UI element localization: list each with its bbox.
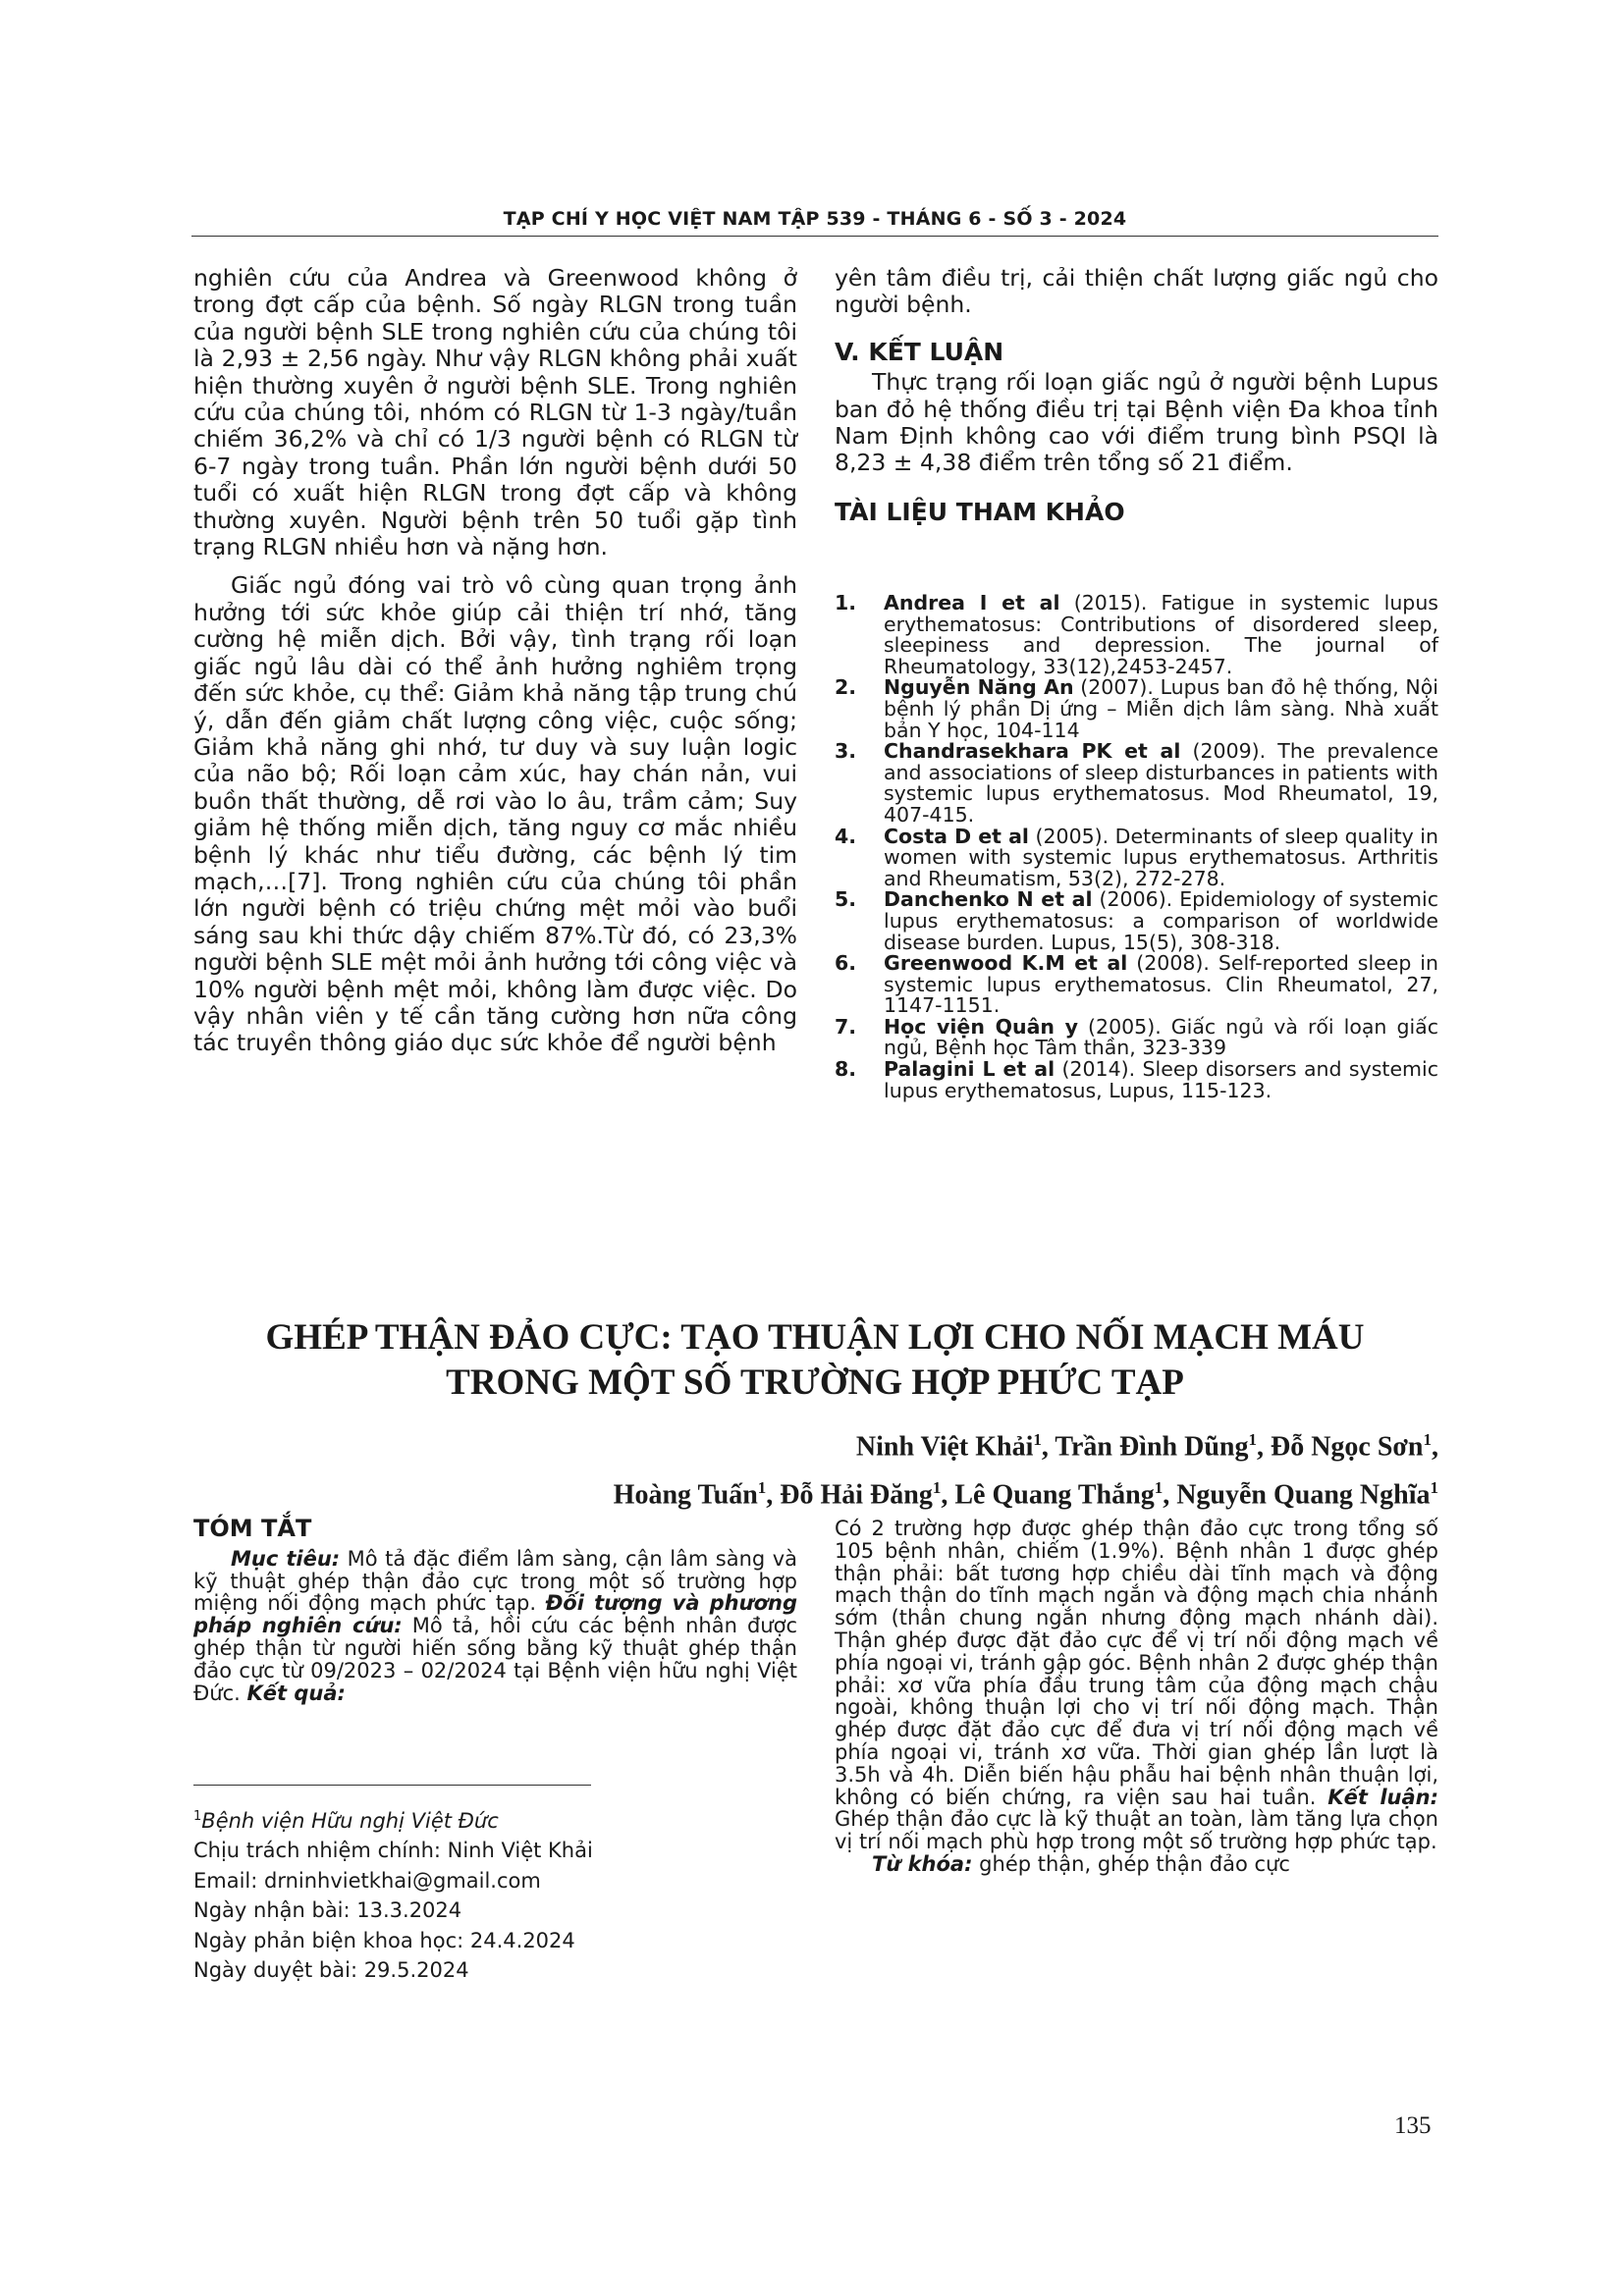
- author-name: Nguyễn Quang Nghĩa: [1176, 1479, 1431, 1511]
- author-separator: ,: [1041, 1431, 1056, 1463]
- left-paragraph-1: nghiên cứu của Andrea và Greenwood không ở trong đợt cấp của bệnh. Số ngày RLGN trong tuần của người bệnh SLE trong nghiên cứu của chúng tôi là 2,93 ± 2,56 ngày. Như vậy RLGN không phải xuất hiện thường xuyên ở người bệnh SLE. Trong nghiên cứu của chúng tôi, nhóm có RLGN từ 1-3 ngày/tuần chiếm 36,2% và chỉ có 1/3 người bệnh có RLGN từ 6-7 ngày trong tuần. Phần lớn người bệnh dưới 50 tuổi có xuất hiện RLGN trong đợt cấp và không thường xuyên. Người bệnh trên 50 tuổi gặp tình trạng RLGN nhiều hơn và nặng hơn.: [193, 264, 797, 561]
- reference-number: 5.: [835, 887, 857, 912]
- reference-item: [835, 677, 1438, 741]
- continuation-paragraph: yên tâm điều trị, cải thiện chất lượng giấc ngủ cho người bệnh.: [835, 264, 1438, 319]
- conclusion-heading: V. KẾT LUẬN: [835, 337, 1004, 366]
- author-name: Đỗ Ngọc Sơn: [1270, 1431, 1424, 1463]
- article-title-line-2: TRONG MỘT SỐ TRƯỜNG HỢP PHỨC TẠP: [446, 1362, 1184, 1403]
- author-affiliation: 1: [1430, 1478, 1438, 1498]
- reference-details: (2007). Lupus ban đỏ hệ thống, Nội bệnh lý phần Dị ứng – Miễn dịch lâm sàng. Nhà xuất bản Y học, 104-114: [884, 675, 1439, 742]
- reference-item: [835, 953, 1438, 1017]
- reference-number: 8.: [835, 1057, 857, 1082]
- reference-item: [835, 1059, 1438, 1101]
- reference-details: (2008). Self-reported sleep in systemic lupus erythematosus. Clin Rheumatol, 27, 1147-1151.: [884, 951, 1438, 1018]
- results-label: Kết quả:: [246, 1681, 346, 1705]
- keywords-paragraph: [835, 1853, 1438, 1876]
- page-number: 135: [1394, 2112, 1432, 2139]
- reference-details: (2014). Sleep disorsers and systemic lupus erythematosus, Lupus, 115-123.: [884, 1057, 1438, 1102]
- left-column: [193, 265, 797, 1057]
- reference-author: Costa D et al: [884, 824, 1029, 848]
- reference-number: 6.: [835, 951, 857, 976]
- reference-details: (2015). Fatigue in systemic lupus erythematosus: Contributions of disordered sleep, sleepiness and depression. The journal of Rheumatology, 33(12),2453-2457.: [884, 591, 1438, 678]
- references-list: [835, 593, 1438, 1101]
- author-name: Lê Quang Thắng: [954, 1479, 1155, 1511]
- reference-author: Andrea I et al: [884, 591, 1060, 614]
- author-name: Hoàng Tuấn: [613, 1479, 758, 1511]
- objective-text: Mô tả đặc điểm lâm sàng, cận lâm sàng và kỹ thuật ghép thận đảo cực trong một số trường hợp miệng nối động mạch phức tạp.: [193, 1546, 797, 1616]
- footnote-reviewed: Ngày phản biện khoa học: 24.4.2024: [193, 1928, 575, 1952]
- author-separator: ,: [1432, 1431, 1438, 1463]
- author-line-2: [358, 1468, 1438, 1516]
- keywords-label: Từ khóa:: [872, 1851, 973, 1876]
- author-affiliation: 1: [1248, 1430, 1257, 1449]
- conclusion-paragraph: Thực trạng rối loạn giấc ngủ ở người bệnh Lupus ban đỏ hệ thống điều trị tại Bệnh viện Đa khoa tỉnh Nam Định không cao với điểm trung bình PSQI là 8,23 ± 4,38 điểm trên tổng số 21 điểm.: [835, 368, 1438, 477]
- author-affiliation: 1: [1033, 1430, 1042, 1449]
- author-separator: ,: [1256, 1431, 1271, 1463]
- reference-author: Danchenko N et al: [884, 887, 1093, 912]
- author-affiliation: 1: [1423, 1430, 1432, 1449]
- author-affiliation: 1: [1154, 1478, 1164, 1498]
- author-line-1: [358, 1419, 1438, 1468]
- author-name: Trần Đình Dũng: [1055, 1431, 1249, 1463]
- author-separator: ,: [1163, 1479, 1177, 1511]
- reference-author: Greenwood K.M et al: [884, 951, 1128, 976]
- author-name: Ninh Việt Khải: [855, 1431, 1034, 1463]
- reference-number: 3.: [835, 739, 857, 764]
- footnote: [193, 1802, 797, 1985]
- author-separator: ,: [766, 1479, 781, 1511]
- abstract-heading: TÓM TẮT: [193, 1515, 312, 1542]
- footnote-affiliation-name: Bệnh viện Hữu nghị Việt Đức: [201, 1809, 499, 1833]
- reference-item: [835, 593, 1438, 677]
- methods-label: Đối tượng và phương pháp nghiên cứu:: [193, 1591, 797, 1638]
- reference-number: 1.: [835, 591, 857, 614]
- header-divider: [191, 236, 1438, 237]
- abstract-right-column: [835, 1518, 1438, 1876]
- reference-author: Chandrasekhara PK et al: [884, 739, 1181, 764]
- left-paragraph-2: Giấc ngủ đóng vai trò vô cùng quan trọng ảnh hưởng tới sức khỏe giúp cải thiện trí nhớ, tăng cường hệ miễn dịch. Bởi vậy, tình trạng rối loạn giấc ngủ lâu dài có thể ảnh hưởng nghiêm trọng đến sức khỏe, cụ thể: Giảm khả năng tập trung chú ý, dẫn đến giảm chất lượng công việc, cuộc sống; Giảm khả năng ghi nhớ, tư duy và suy luận logic của não bộ; Rối loạn cảm xúc, hay chán nản, vui buồn thất thường, dễ rơi vào lo âu, trầm cảm; Suy giảm hệ thống miễn dịch, tăng nguy cơ mắc nhiều bệnh lý khác như tiểu đường, các bệnh lý tim mạch,…[7]. Trong nghiên cứu của chúng tôi phần lớn người bệnh có triệu chứng mệt mỏi vào buổi sáng sau khi thức dậy chiếm 87%.Từ đó, có 23,3% người bệnh SLE mệt mỏi ảnh hưởng tới công việc và 10% người bệnh mệt mỏi, không làm được việc. Do vậy nhân viên y tế cần tăng cường hơn nữa công tác truyền thông giáo dục sức khỏe để người bệnh: [193, 571, 797, 1057]
- reference-number: 2.: [835, 675, 857, 700]
- abstract-paragraph: [193, 1548, 797, 1705]
- reference-details: (2009). The prevalence and associations of sleep disturbances in patients with systemic lupus erythematosus. Mod Rheumatol, 19, 407-415.: [884, 739, 1438, 827]
- footnote-accepted: Ngày duyệt bài: 29.5.2024: [193, 1958, 469, 1983]
- footnote-received: Ngày nhận bài: 13.3.2024: [193, 1898, 462, 1923]
- reference-number: 4.: [835, 824, 857, 848]
- footnote-affiliation-number: 1: [193, 1809, 202, 1824]
- footnote-divider: [193, 1785, 591, 1786]
- methods-text: Mô tả, hồi cứu các bệnh nhân được ghép thận từ người hiến sống bằng kỹ thuật ghép thận đảo cực từ 09/2023 – 02/2024 tại Bệnh viện hữu nghị Việt Đức.: [193, 1614, 797, 1705]
- reference-number: 7.: [835, 1014, 857, 1039]
- reference-details: (2005). Determinants of sleep quality in women with systemic lupus erythematosus. Arthritis and Rheumatism, 53(2), 272-278.: [884, 824, 1438, 890]
- reference-author: Palagini L et al: [884, 1057, 1056, 1082]
- conclusion-label: Kết luận:: [1327, 1785, 1438, 1809]
- abstract-conclusion-text: Ghép thận đảo cực là kỹ thuật an toàn, làm tăng lựa chọn vị trí nối mạch phù hợp trong một số trường hợp phức tạp.: [835, 1807, 1438, 1854]
- reference-author: Nguyễn Năng An: [884, 675, 1074, 700]
- right-column: [835, 265, 1438, 525]
- footnote-responsible: Chịu trách nhiệm chính: Ninh Việt Khải: [193, 1839, 593, 1863]
- reference-item: [835, 741, 1438, 826]
- author-separator: ,: [941, 1479, 955, 1511]
- keywords-text: ghép thận, ghép thận đảo cực: [972, 1851, 1290, 1876]
- objective-label: Mục tiêu:: [231, 1546, 341, 1571]
- reference-item: [835, 1014, 1438, 1060]
- article-title: [191, 1315, 1438, 1406]
- footnote-email: Email: drninhvietkhai@gmail.com: [193, 1868, 541, 1893]
- author-affiliation: 1: [932, 1478, 942, 1498]
- results-paragraph: [835, 1518, 1438, 1853]
- footnote-affiliation: [193, 1802, 797, 1836]
- author-name: Đỗ Hải Đăng: [780, 1479, 933, 1511]
- reference-details: (2006). Epidemiology of systemic lupus erythematosus: a comparison of worldwide disease burden. Lupus, 15(5), 308-318.: [884, 887, 1438, 954]
- author-affiliation: 1: [757, 1478, 767, 1498]
- reference-details: (2005). Giấc ngủ và rối loạn giấc ngủ, Bệnh học Tâm thần, 323-339: [884, 1014, 1438, 1060]
- reference-item: [835, 824, 1438, 890]
- results-text: Có 2 trường hợp được ghép thận đảo cực trong tổng số 105 bệnh nhân, chiếm (1.9%). Bệnh nhân 1 được ghép thận phải: bất tương hợp chiều dài tĩnh mạch và động mạch thận do tĩnh mạch ngắn và động mạch chia nhánh sớm (thân chung ngắn nhưng động mạch nhánh dài). Thận ghép được đặt đảo cực để vị trí nối động mạch về phía ngoại vi, tránh gập góc. Bệnh nhân 2 được ghép thận phải: xơ vữa phía đầu trung tâm của động mạch chậu ngoài, không thuận lợi cho vị trí nối động mạch. Thận ghép được đặt đảo cực để đưa vị trí nối động mạch về phía ngoại vi, tránh xơ vữa. Thời gian ghép lần lượt là 3.5h và 4h. Diễn biến hậu phẫu hai bệnh nhân thuận lợi, không có biến chứng, ra viện sau hai tuần.: [835, 1517, 1438, 1809]
- reference-author: Học viện Quân y: [884, 1014, 1079, 1039]
- abstract-left-column: [193, 1515, 797, 1705]
- reference-item: [835, 889, 1438, 953]
- journal-header: TẠP CHÍ Y HỌC VIỆT NAM TẬP 539 - THÁNG 6 - SỐ 3 - 2024: [503, 208, 1127, 230]
- author-list: [358, 1419, 1438, 1517]
- references-heading: TÀI LIỆU THAM KHẢO: [835, 497, 1125, 526]
- article-title-line-1: GHÉP THẬN ĐẢO CỰC: TẠO THUẬN LỢI CHO NỐI MẠCH MÁU: [265, 1317, 1365, 1358]
